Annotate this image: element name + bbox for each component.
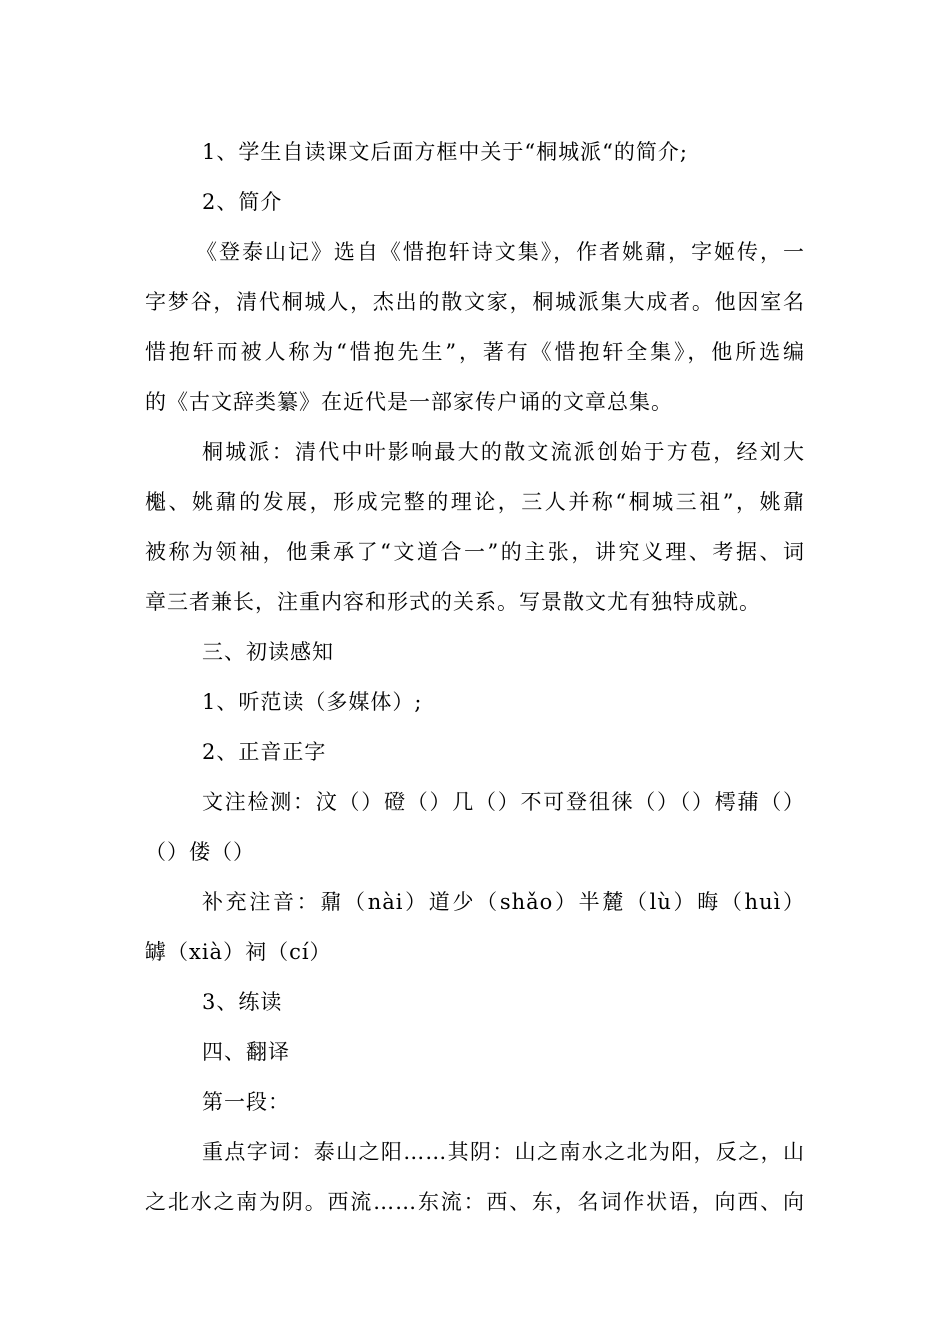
paragraph-line: 罅（xià）祠（cí）: [145, 940, 332, 964]
paragraph-line: 章三者兼长，注重内容和形式的关系。写景散文尤有独特成就。: [145, 590, 761, 614]
paragraph-line: 惜抱轩而被人称为“惜抱先生”，著有《惜抱轩全集》，他所选编: [145, 340, 805, 364]
paragraph-line: 《登泰山记》选自《惜抱轩诗文集》，作者姚鼐，字姬传，一: [196, 240, 805, 264]
section-heading: 四、翻译: [202, 1040, 290, 1064]
paragraph-line: 的《古文辞类纂》在近代是一部家传户诵的文章总集。: [145, 390, 673, 414]
paragraph-line: 1、听范读（多媒体）;: [202, 690, 423, 714]
paragraph-line: 1、学生自读课文后面方框中关于“桐城派“的简介;: [202, 140, 688, 164]
paragraph-line: 櫆、姚鼐的发展，形成完整的理论，三人并称“桐城三祖”，姚鼐: [145, 490, 805, 514]
paragraph-line: 2、简介: [202, 190, 283, 214]
paragraph-line: 重点字词：泰山之阳……其阴：山之南水之北为阳，反之，山: [202, 1140, 805, 1164]
paragraph-line: 第一段：: [202, 1090, 290, 1114]
paragraph-line: 桐城派：清代中叶影响最大的散文流派创始于方苞，经刘大: [202, 440, 805, 464]
paragraph-line: 3、练读: [202, 990, 283, 1014]
paragraph-line: 补充注音：鼐（nài）道少（shǎo）半麓（lù）晦（huì）: [202, 890, 805, 914]
paragraph-line: 之北水之南为阴。西流……东流：西、东，名词作状语，向西、向: [145, 1190, 805, 1214]
paragraph-line: 被称为领袖，他秉承了“文道合一”的主张，讲究义理、考据、词: [145, 540, 805, 564]
paragraph-line: 字梦谷，清代桐城人，杰出的散文家，桐城派集大成者。他因室名: [145, 290, 805, 314]
paragraph-line: 文注检测：汶（）磴（）几（）不可登徂徕（）（）樗蒱（）: [202, 790, 805, 814]
section-heading: 三、初读感知: [202, 640, 334, 664]
paragraph-line: 2、正音正字: [202, 740, 327, 764]
paragraph-line: （）偻（）: [145, 840, 255, 864]
